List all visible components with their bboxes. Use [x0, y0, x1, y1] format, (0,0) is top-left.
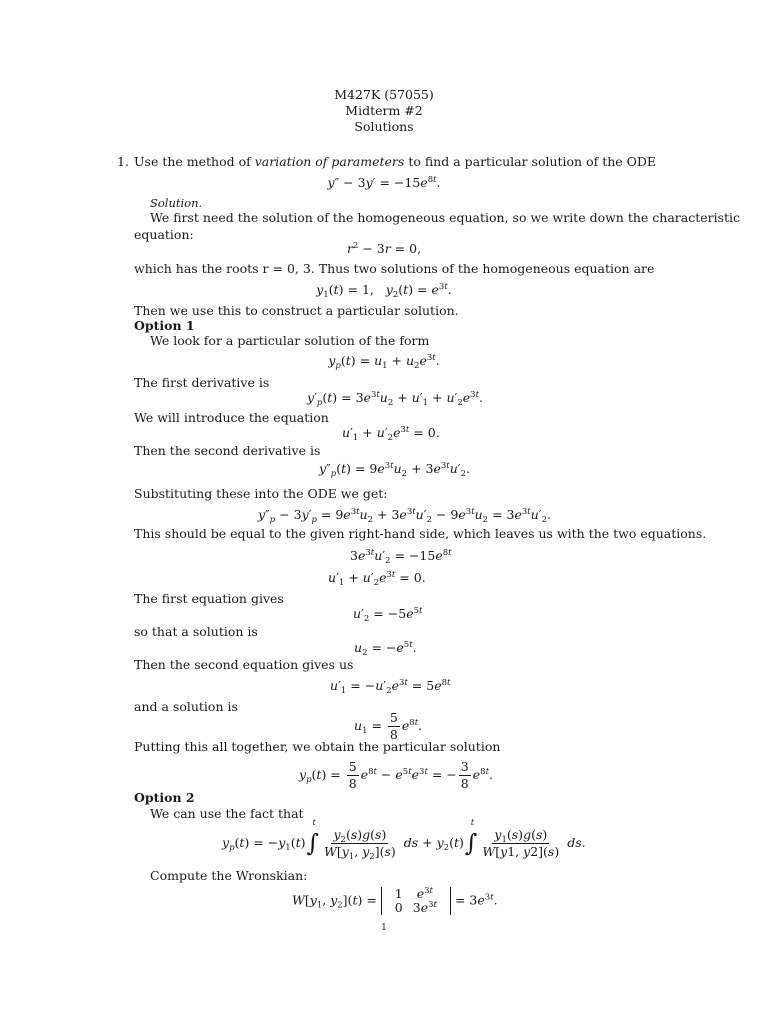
ode-equation: $y'' - 3y' = -15e^{8t}$. [327, 175, 441, 190]
variation-formula: $y_p(t) = -y_1(t)\int$ t $\frac{y_2(s)g(s)}{W[y_1, y_2](s)}$ ds + $y_2(t)\int$ t $\frac{y_1(s)g(s)}{W[y1, y2](s)}$ ds. [222, 818, 586, 862]
roots-text: which has the roots r = 0, 3. Thus two solutions of the homogeneous equation are [134, 261, 655, 276]
u2-equation: $u_2 = -e^{5t}$. [354, 640, 417, 658]
introduced-equation: $u'_1 + u'_2e^{3t} = 0$. [342, 425, 440, 443]
solutions-subtitle: Solutions [354, 119, 414, 134]
exam-title: Midterm #2 [345, 103, 423, 118]
second-gives-text: Then the second equation gives us [134, 657, 354, 672]
system-equation-1: $3e^{3t}u'_2 = -15e^{8t}$ [350, 548, 452, 566]
solution-label: Solution. [150, 196, 203, 210]
look-for-text: We look for a particular solution of the form [150, 333, 430, 348]
paragraph-line: We first need the solution of the homogeneous equation, so we write down the characteristic [150, 210, 741, 225]
first-derivative-equation: $y'_p(t) = 3e^{3t}u_2 + u'_1 + u'_2e^{3t}$. [307, 390, 483, 408]
u1-prime-equation: $u'_1 = -u'_2e^{3t} = 5e^{8t}$ [330, 678, 451, 696]
wronskian-equation: $W[y_1$, $y_2](t)$ = 1 $e^{3t}$ 0 $3e^{3t}$ = $3e^{3t}$. [292, 886, 498, 915]
equal-text: This should be equal to the given right-hand side, which leaves us with the two equations. [134, 526, 707, 541]
substitute-text: Substituting these into the ODE we get: [134, 486, 388, 501]
characteristic-equation: $r^2 - 3r = 0$, [346, 241, 422, 256]
second-derivative-text: Then the second derivative is [134, 443, 321, 458]
yp-form-equation: $y_p(t) = u_1 + u_2e^{3t}$. [328, 353, 440, 371]
course-code: M427K (57055) [334, 87, 434, 102]
page-number: 1 [381, 923, 387, 933]
second-derivative-equation: $y''_p(t) = 9e^{3t}u_2 + 3e^{3t}u'_2$. [319, 461, 471, 479]
fact-text: We can use the fact that [150, 806, 304, 821]
first-gives-text: The first equation gives [134, 591, 284, 606]
first-derivative-text: The first derivative is [134, 375, 270, 390]
substituted-equation: $y''_p - 3y'_p = 9e^{3t}u_2 + 3e^{3t}u'_2 - 9e^{3t}u_2 = 3e^{3t}u'_2$. [258, 507, 552, 525]
option-1-heading: Option 1 [134, 318, 195, 333]
option-2-heading: Option 2 [134, 790, 195, 805]
putting-text: Putting this all together, we obtain the particular solution [134, 739, 501, 754]
u2-prime-equation: $u'_2 = -5e^{5t}$ [353, 606, 423, 624]
wronskian-text: Compute the Wronskian: [150, 868, 308, 883]
problem-number: 1. [117, 154, 129, 169]
introduce-text: We will introduce the equation [134, 410, 329, 425]
u1-equation: $u_1$ = $\frac{5}{8}$ $e^{8t}$. [354, 710, 423, 742]
so-solution-text: so that a solution is [134, 624, 258, 639]
and-solution-text: and a solution is [134, 699, 238, 714]
paragraph-line: equation: [134, 227, 194, 242]
final-solution-equation: $y_p(t)$ = $\frac{5}{8}$ $e^{8t} - e^{5t}e^{3t}$ = − $\frac{3}{8}$ $e^{8t}$. [299, 759, 493, 791]
system-equation-2: $u'_1 + u'_2e^{3t} = 0$. [328, 570, 426, 588]
homogeneous-solutions: $y_1(t) = 1$, $y_2(t) = e^{3t}$. [316, 282, 452, 300]
problem-statement: Use the method of variation of parameters to find a particular solution of the ODE [134, 154, 657, 169]
construct-text: Then we use this to construct a particular solution. [134, 303, 459, 318]
method-name: variation of parameters [254, 154, 405, 169]
